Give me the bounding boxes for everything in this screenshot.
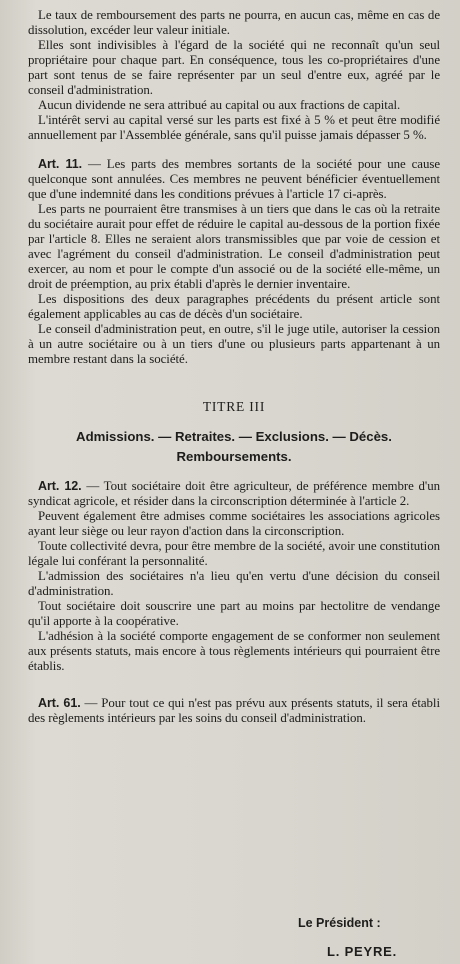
intro-paragraph-3: Aucun dividende ne sera attribué au capital ou aux fractions de capital. [38, 98, 401, 112]
art12-paragraph-2: Peuvent également être admises comme sociétaires les associations agricoles ayant leur siège ou leur rayon d'action dans la circonscription. [28, 509, 440, 538]
art61-label: Art. 61. [38, 696, 81, 710]
intro-paragraph-4: L'intérêt servi au capital versé sur les parts est fixé à 5 % et peut être modifié annuellement par l'Assemblée générale, sans qu'il puisse jamais dépasser 5 %. [28, 113, 440, 142]
art11-text-1: — Les parts des membres sortants de la société pour une cause quelconque sont annulées. Ces membres ne peuvent bénéficier éventuellement que d'une indemnité dans les conditions prévues à l'article 17 ci-après. [28, 157, 440, 201]
art12-paragraph-4: L'admission des sociétaires n'a lieu qu'en vertu d'une décision du conseil d'administration. [28, 569, 440, 598]
spacer [28, 415, 440, 427]
art11-paragraph-1 [28, 157, 440, 202]
art12-text-1: — Tout sociétaire doit être agriculteur, de préférence membre d'un syndicat agricole, et résider dans la circonscription déterminée à l'article 2. [28, 479, 440, 508]
art12-label: Art. 12. [38, 479, 82, 493]
spacer [28, 143, 440, 157]
art11-paragraph-4: Le conseil d'administration peut, en outre, s'il le juge utile, autoriser la cession à un autre sociétaire ou à un tiers d'une ou plusieurs parts appartenant à un membre restant dans la société. [28, 322, 440, 366]
intro-paragraph-2: Elles sont indivisibles à l'égard de la société qui ne reconnaît qu'un seul propriétaire pour chaque part. En conséquence, tous les co-propriétaires d'une part sont tenus de se faire représenter par un seul d'entre eux, agréé par le conseil d'administration. [28, 38, 440, 97]
signature-name: L. PEYRE. [327, 944, 398, 959]
art11-paragraph-2: Les parts ne pourraient être transmises à un tiers que dans le cas où la retraite du sociétaire aurait pour effet de réduire le capital au-dessous de la portion fixée par l'article 8. Elles ne seraient alors transmissibles que par voie de cession et avec l'agrément du conseil d'administration. Le conseil d'administration peut exercer, au nom et pour le compte d'un associé ou de la société elle-même, un droit de préemption, au prix établi d'après le dernier inventaire. [28, 202, 440, 291]
intro-paragraph-1: Le taux de remboursement des parts ne pourra, en aucun cas, même en cas de dissolution, excéder leur valeur initiale. [28, 8, 440, 37]
art12-paragraph-3: Toute collectivité devra, pour être membre de la société, avoir une constitution légale lui conférant la personnalité. [28, 539, 440, 568]
art11-paragraph-3: Les dispositions des deux paragraphes précédents du présent article sont également applicables au cas de décès d'un sociétaire. [28, 292, 440, 321]
spacer [28, 674, 440, 696]
spacer [28, 367, 440, 399]
art61-paragraph-1 [28, 696, 440, 726]
titre-label: TITRE III [202, 399, 266, 414]
section-heading-line-2: Remboursements. [176, 449, 292, 464]
art11-label: Art. 11. [38, 157, 83, 171]
art12-paragraph-1 [28, 479, 440, 509]
art12-paragraph-5: Tout sociétaire doit souscrire une part au moins par hectolitre de vendange qu'il apporte à la coopérative. [28, 599, 440, 628]
spacer [28, 467, 440, 479]
art61-text-1: — Pour tout ce qui n'est pas prévu aux présents statuts, il sera établi des règlements intérieurs par les soins du conseil d'administration. [28, 696, 440, 725]
section-heading-line-1: Admissions. — Retraites. — Exclusions. — Décès. [76, 429, 392, 444]
signature-title: Le Président : [298, 916, 381, 930]
art12-paragraph-6: L'adhésion à la société comporte engagement de se conformer non seulement aux présents statuts, mais encore à tous règlements intérieurs qui pourraient être établis. [28, 629, 440, 673]
